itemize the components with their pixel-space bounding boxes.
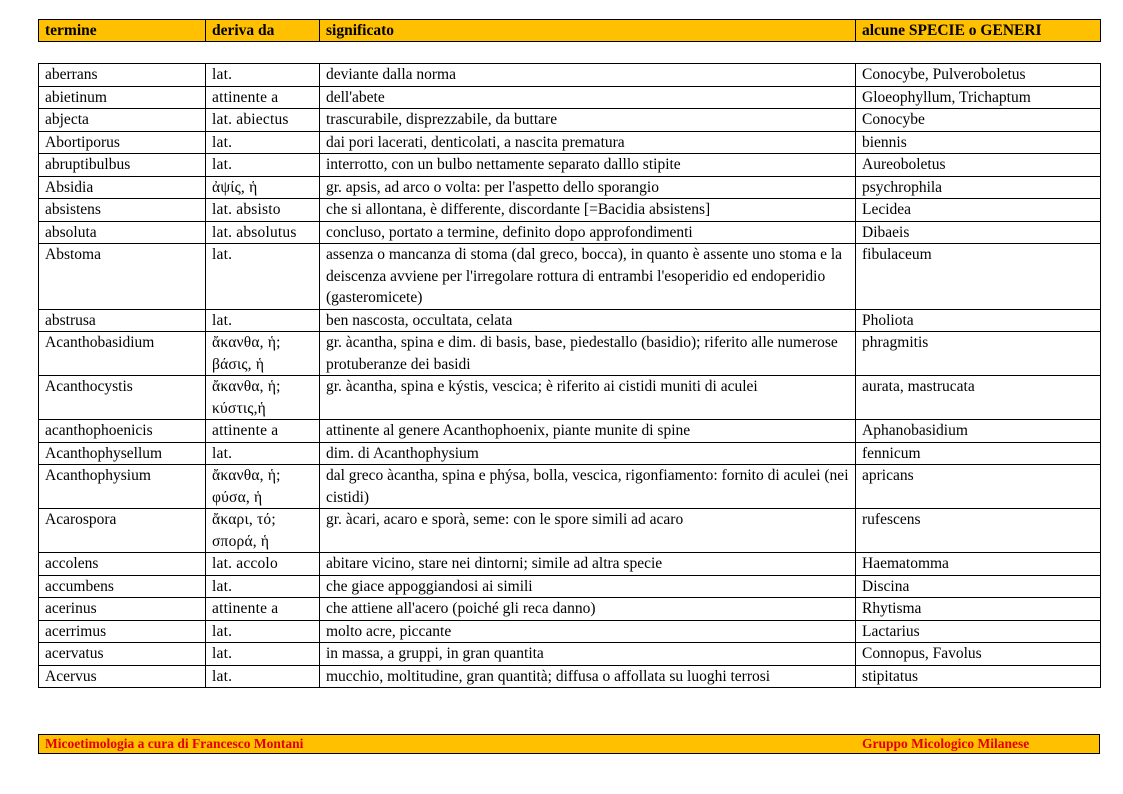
meaning-cell: trascurabile, disprezzabile, da buttare xyxy=(320,109,856,132)
species-cell: Lecidea xyxy=(856,199,1101,222)
meaning-cell: assenza o mancanza di stoma (dal greco, bocca), in quanto è assente uno stoma e la deiscenza avviene per l'irregolare rottura di entrambi l'esoperidio ed endoperidio (gasteromicete) xyxy=(320,244,856,310)
footer-bar xyxy=(38,734,1100,754)
table-row xyxy=(39,131,1101,154)
term-cell: Acervus xyxy=(39,665,206,688)
glossary-table xyxy=(38,63,1101,688)
species-cell: phragmitis xyxy=(856,332,1101,376)
origin-cell: lat. xyxy=(206,244,320,310)
species-cell: Pholiota xyxy=(856,309,1101,332)
table-row xyxy=(39,221,1101,244)
header-row xyxy=(39,20,1101,42)
term-cell: acerrimus xyxy=(39,620,206,643)
term-cell: abietinum xyxy=(39,86,206,109)
meaning-cell: dim. di Acanthophysium xyxy=(320,442,856,465)
table-row xyxy=(39,86,1101,109)
term-cell: Acanthophysellum xyxy=(39,442,206,465)
table-row xyxy=(39,199,1101,222)
header-species: alcune SPECIE o GENERI xyxy=(856,20,1101,42)
term-cell: aberrans xyxy=(39,64,206,87)
origin-cell: lat. xyxy=(206,665,320,688)
term-cell: Absidia xyxy=(39,176,206,199)
origin-cell: lat. xyxy=(206,64,320,87)
species-cell: Lactarius xyxy=(856,620,1101,643)
term-cell: acerinus xyxy=(39,598,206,621)
table-row xyxy=(39,620,1101,643)
table-row xyxy=(39,465,1101,509)
meaning-cell: abitare vicino, stare nei dintorni; simile ad altra specie xyxy=(320,553,856,576)
header-term: termine xyxy=(39,20,206,42)
table-row xyxy=(39,553,1101,576)
meaning-cell: attinente al genere Acanthophoenix, piante munite di spine xyxy=(320,420,856,443)
origin-cell: ἄκανθα, ἡ; κύστις,ἡ xyxy=(206,376,320,420)
species-cell: psychrophila xyxy=(856,176,1101,199)
meaning-cell: gr. apsis, ad arco o volta: per l'aspetto dello sporangio xyxy=(320,176,856,199)
meaning-cell: interrotto, con un bulbo nettamente separato dalllo stipite xyxy=(320,154,856,177)
origin-cell: ἄκανθα, ἡ; βάσις, ἡ xyxy=(206,332,320,376)
origin-cell: lat. xyxy=(206,620,320,643)
meaning-cell: molto acre, piccante xyxy=(320,620,856,643)
origin-cell: ἄκαρι, τό; σπορά, ἡ xyxy=(206,509,320,553)
header-table xyxy=(38,19,1101,42)
term-cell: abjecta xyxy=(39,109,206,132)
origin-cell: lat. xyxy=(206,643,320,666)
table-row xyxy=(39,575,1101,598)
meaning-cell: gr. àcantha, spina e dim. di basis, base, piedestallo (basidio); riferito alle numerose protuberanze dei basidi xyxy=(320,332,856,376)
species-cell: Conocybe xyxy=(856,109,1101,132)
meaning-cell: mucchio, moltitudine, gran quantità; diffusa o affollata su luoghi terrosi xyxy=(320,665,856,688)
table-row xyxy=(39,176,1101,199)
origin-cell: attinente a xyxy=(206,86,320,109)
term-cell: Abstoma xyxy=(39,244,206,310)
species-cell: biennis xyxy=(856,131,1101,154)
meaning-cell: dai pori lacerati, denticolati, a nascita prematura xyxy=(320,131,856,154)
origin-cell: lat. xyxy=(206,309,320,332)
species-cell: aurata, mastrucata xyxy=(856,376,1101,420)
origin-cell: ἄκανθα, ἡ; φύσα, ἡ xyxy=(206,465,320,509)
term-cell: Acanthobasidium xyxy=(39,332,206,376)
table-row xyxy=(39,598,1101,621)
term-cell: absistens xyxy=(39,199,206,222)
footer-left-text: Micoetimologia a cura di Francesco Montani xyxy=(45,736,304,751)
origin-cell: lat. xyxy=(206,575,320,598)
term-cell: absoluta xyxy=(39,221,206,244)
species-cell: Haematomma xyxy=(856,553,1101,576)
species-cell: stipitatus xyxy=(856,665,1101,688)
origin-cell: attinente a xyxy=(206,598,320,621)
meaning-cell: deviante dalla norma xyxy=(320,64,856,87)
table-row xyxy=(39,643,1101,666)
term-cell: Abortiporus xyxy=(39,131,206,154)
table-row xyxy=(39,376,1101,420)
meaning-cell: dell'abete xyxy=(320,86,856,109)
species-cell: Discina xyxy=(856,575,1101,598)
species-cell: fennicum xyxy=(856,442,1101,465)
meaning-cell: che attiene all'acero (poiché gli reca danno) xyxy=(320,598,856,621)
species-cell: Dibaeis xyxy=(856,221,1101,244)
term-cell: acervatus xyxy=(39,643,206,666)
term-cell: accolens xyxy=(39,553,206,576)
meaning-cell: dal greco àcantha, spina e phýsa, bolla, vescica, rigonfiamento: fornito di aculei (nei cistidi) xyxy=(320,465,856,509)
species-cell: rufescens xyxy=(856,509,1101,553)
origin-cell: attinente a xyxy=(206,420,320,443)
species-cell: Aphanobasidium xyxy=(856,420,1101,443)
origin-cell: lat. abiectus xyxy=(206,109,320,132)
origin-cell: lat. xyxy=(206,154,320,177)
meaning-cell: che si allontana, è differente, discordante [=Bacidia absistens] xyxy=(320,199,856,222)
term-cell: Acanthophysium xyxy=(39,465,206,509)
term-cell: abstrusa xyxy=(39,309,206,332)
origin-cell: lat. accolo xyxy=(206,553,320,576)
table-row xyxy=(39,332,1101,376)
meaning-cell: ben nascosta, occultata, celata xyxy=(320,309,856,332)
meaning-cell: concluso, portato a termine, definito dopo approfondimenti xyxy=(320,221,856,244)
table-row xyxy=(39,154,1101,177)
species-cell: apricans xyxy=(856,465,1101,509)
species-cell: Connopus, Favolus xyxy=(856,643,1101,666)
term-cell: Acarospora xyxy=(39,509,206,553)
term-cell: abruptibulbus xyxy=(39,154,206,177)
table-row xyxy=(39,309,1101,332)
table-row xyxy=(39,420,1101,443)
species-cell: Aureoboletus xyxy=(856,154,1101,177)
origin-cell: ἀψίς, ἡ xyxy=(206,176,320,199)
origin-cell: lat. absisto xyxy=(206,199,320,222)
header-origin: deriva da xyxy=(206,20,320,42)
origin-cell: lat. xyxy=(206,131,320,154)
footer-right-text: Gruppo Micologico Milanese xyxy=(862,736,1030,751)
term-cell: accumbens xyxy=(39,575,206,598)
meaning-cell: in massa, a gruppi, in gran quantita xyxy=(320,643,856,666)
meaning-cell: gr. àcantha, spina e kýstis, vescica; è riferito ai cistidi muniti di aculei xyxy=(320,376,856,420)
table-row xyxy=(39,244,1101,310)
species-cell: Rhytisma xyxy=(856,598,1101,621)
term-cell: Acanthocystis xyxy=(39,376,206,420)
table-row xyxy=(39,109,1101,132)
table-row xyxy=(39,442,1101,465)
species-cell: fibulaceum xyxy=(856,244,1101,310)
term-cell: acanthophoenicis xyxy=(39,420,206,443)
species-cell: Conocybe, Pulveroboletus xyxy=(856,64,1101,87)
origin-cell: lat. absolutus xyxy=(206,221,320,244)
meaning-cell: che giace appoggiandosi ai simili xyxy=(320,575,856,598)
table-row xyxy=(39,64,1101,87)
meaning-cell: gr. àcari, acaro e sporà, seme: con le spore simili ad acaro xyxy=(320,509,856,553)
species-cell: Gloeophyllum, Trichaptum xyxy=(856,86,1101,109)
origin-cell: lat. xyxy=(206,442,320,465)
header-meaning: significato xyxy=(320,20,856,42)
table-row xyxy=(39,509,1101,553)
table-row xyxy=(39,665,1101,688)
